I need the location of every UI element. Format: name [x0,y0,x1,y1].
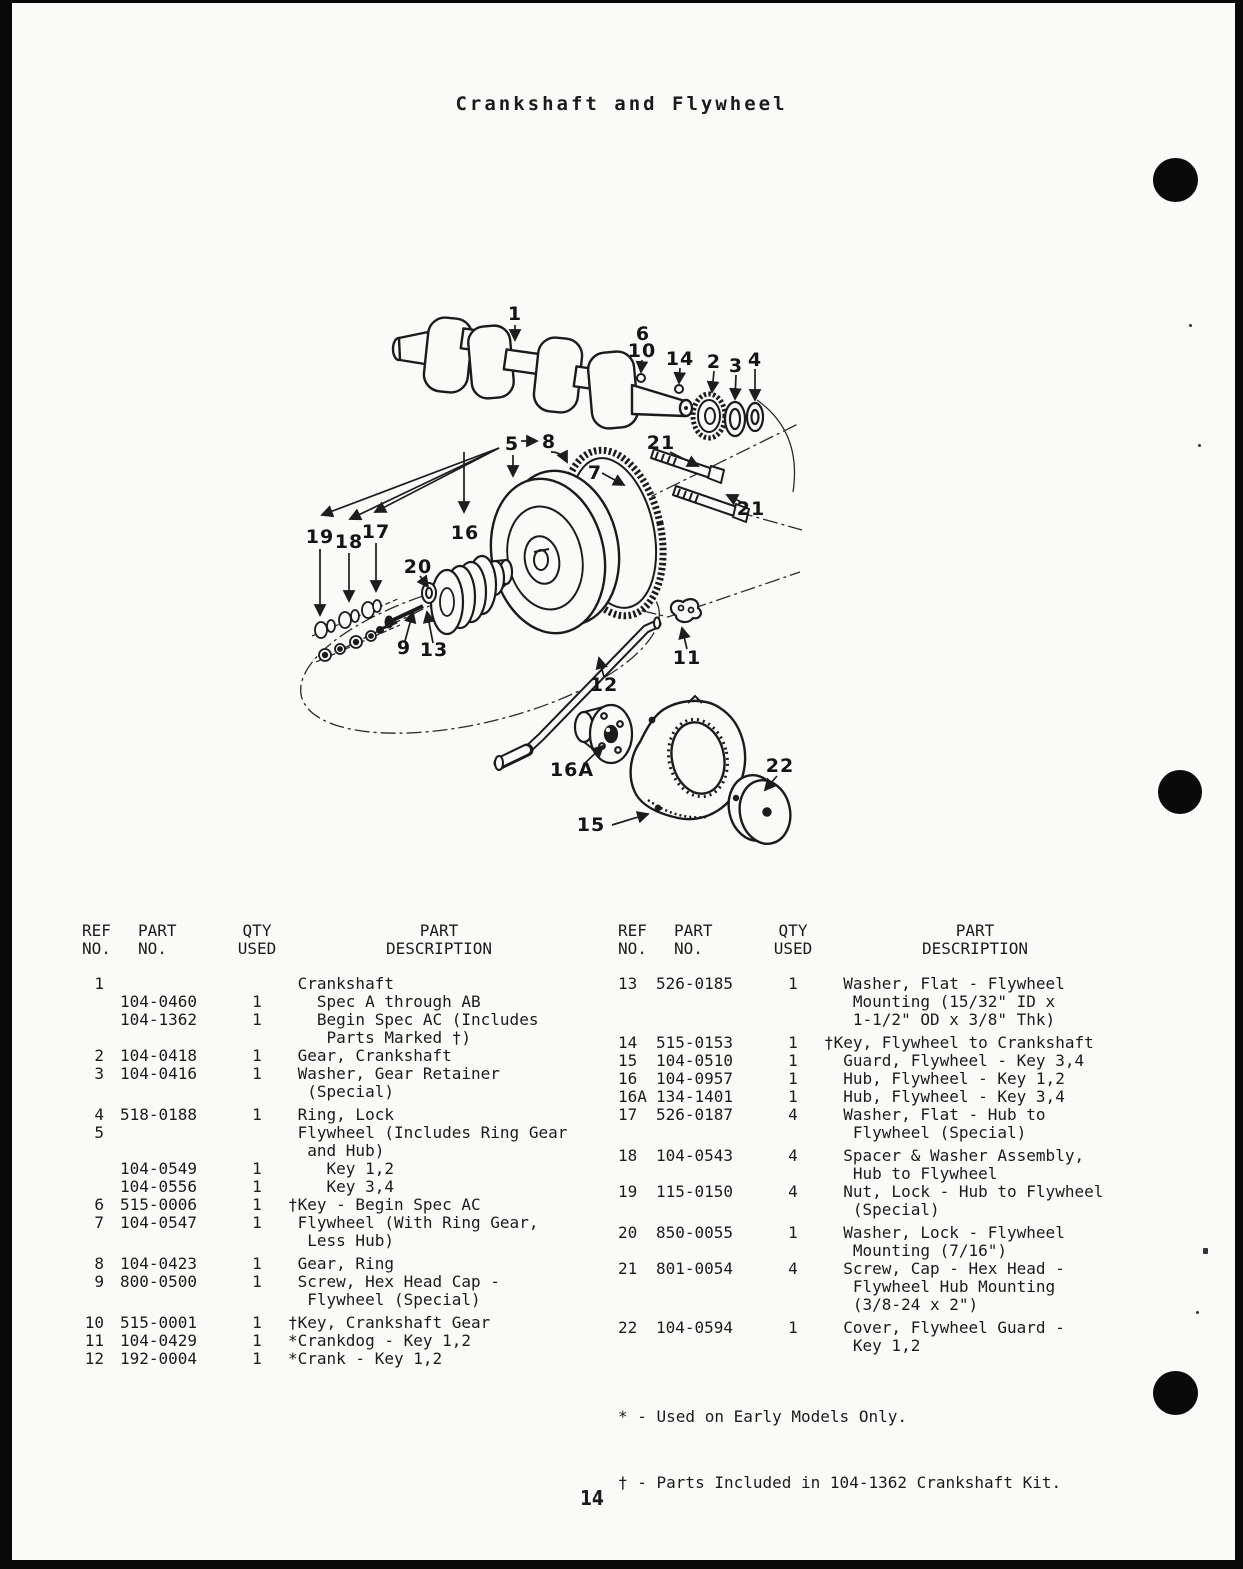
cell-part [656,1201,770,1219]
cell-qty [770,1242,816,1260]
callout-label: 18 [334,531,364,553]
fastener-chain-drawings [312,598,400,662]
cell-desc: Flywheel (Includes Ring Gear [288,1123,568,1142]
cell-part: 526-0185 [656,974,734,993]
cell-part [656,1278,770,1296]
cell-desc: †Key, Crankshaft Gear [288,1313,491,1332]
crankdog-drawing [671,599,701,622]
crank-handle-drawing [495,618,660,771]
cell-ref: 18 [618,1146,638,1165]
cell-desc: (Special) [288,1082,394,1101]
header-desc: PART [955,921,995,940]
registration-dot [1158,770,1202,814]
cell-part: 526-0187 [656,1105,734,1124]
cell-qty: 1 [252,1064,262,1083]
page-title: Crankshaft and Flywheel [455,93,788,115]
header-part-no: PART [138,921,177,940]
cell-ref [82,1178,120,1196]
table-row [618,1296,1238,1314]
cell-part: 850-0055 [656,1223,734,1242]
cell-part: 104-0543 [656,1146,734,1165]
cell-desc: †Key, Flywheel to Crankshaft [824,1033,1094,1052]
callout-label: 22 [765,755,795,777]
cell-part: 104-0547 [120,1213,198,1232]
header-qty: QTY [778,921,808,940]
cell-part: 800-0500 [120,1272,198,1291]
callout-label: 3 [728,355,744,377]
cell-ref: 22 [618,1318,638,1337]
cell-part: 134-1401 [656,1087,734,1106]
table-row [618,1106,1238,1124]
cell-ref: 5 [94,1123,104,1142]
cell-ref [618,993,656,1011]
table-row [82,1106,602,1124]
cell-part: 515-0001 [120,1313,198,1332]
cell-desc: Guard, Flywheel - Key 3,4 [824,1051,1085,1070]
cell-part [656,1242,770,1260]
cell-desc: Less Hub) [288,1231,394,1250]
cell-part: 104-0549 [120,1159,198,1178]
cell-desc: Flywheel (With Ring Gear, [288,1213,539,1232]
header-part-no: NO. [138,939,167,958]
cell-qty [770,1011,816,1029]
cell-qty: 1 [252,1010,262,1029]
table-row [618,1337,1238,1355]
cell-ref [618,1337,656,1355]
cell-qty [234,1124,280,1142]
table-row [618,1124,1238,1142]
callout-label: 2 [706,351,722,373]
table-row [82,1273,602,1291]
callout-label: 20 [403,556,433,578]
cell-desc: Spec A through AB [288,992,481,1011]
cell-ref: 17 [618,1105,638,1124]
cell-desc: Gear, Ring [288,1254,394,1273]
cell-qty: 1 [252,1313,262,1332]
table-row [82,1142,602,1160]
table-rows [82,975,602,1368]
cell-ref: 8 [94,1254,104,1273]
table-row [618,1224,1238,1242]
table-row [618,1165,1238,1183]
small-hardware-drawings [377,583,436,633]
cell-desc: Flywheel (Special) [288,1290,481,1309]
cell-ref [82,1160,120,1178]
table-row [82,1011,602,1029]
cell-qty [234,1029,280,1047]
scan-edge-left [0,0,12,1569]
table-row [82,1291,602,1309]
footnote-dagger: † - Parts Included in 104-1362 Crankshaft Kit. [618,1473,1062,1492]
cell-part [120,1232,234,1250]
cell-desc: Cover, Flywheel Guard - [824,1318,1065,1337]
cell-qty: 1 [252,1195,262,1214]
table-row [618,993,1238,1011]
cell-ref: 4 [94,1105,104,1124]
cell-part: 104-0594 [656,1318,734,1337]
callout-label: 16 [450,522,480,544]
cell-ref: 13 [618,974,638,993]
callout-label: 8 [541,431,557,453]
cell-desc: Mounting (15/32" ID x [824,992,1056,1011]
cell-ref: 7 [94,1213,104,1232]
cell-desc: Ring, Lock [288,1105,394,1124]
header-ref-no: REF [82,921,111,940]
callout-label: 10 [627,340,657,362]
callout-label: 12 [589,674,619,696]
table-row [618,1011,1238,1029]
table-row [82,1196,602,1214]
cell-qty [234,1083,280,1101]
registration-dot [1153,158,1198,202]
hub-drawing [431,556,512,634]
table-row [618,1070,1238,1088]
cell-desc: *Crankdog - Key 1,2 [288,1331,472,1350]
cell-part [656,1011,770,1029]
table-row [82,1124,602,1142]
cell-ref [618,1124,656,1142]
cell-part: 515-0006 [120,1195,198,1214]
cell-desc: Gear, Crankshaft [288,1046,452,1065]
cell-qty: 1 [252,1272,262,1291]
registration-dot [1153,1371,1198,1415]
cell-part [120,1029,234,1047]
table-row [82,1255,602,1273]
page-number: 14 [580,1486,604,1510]
cell-part: 518-0188 [120,1105,198,1124]
cell-ref: 11 [84,1331,104,1350]
cell-desc: Key 1,2 [824,1336,921,1355]
callout-label: 6 [635,323,651,345]
callout-label: 7 [587,462,603,484]
cell-ref [82,993,120,1011]
table-row [618,1034,1238,1052]
table-row [618,1088,1238,1106]
cell-part: 104-0416 [120,1064,198,1083]
cell-ref: 1 [94,974,104,993]
table-row [618,1278,1238,1296]
cell-ref: 3 [94,1064,104,1083]
cell-part: 801-0054 [656,1259,734,1278]
cell-part [120,1083,234,1101]
table-row [82,1065,602,1083]
table-row [82,1083,602,1101]
cell-ref [82,1029,120,1047]
cell-part [656,1337,770,1355]
table-row [82,1314,602,1332]
table-row [82,1350,602,1368]
cell-desc: Parts Marked †) [288,1028,472,1047]
washer-drawings [725,402,763,436]
cell-qty [770,1124,816,1142]
cell-desc: Crankshaft [288,974,394,993]
header-qty: USED [773,939,813,958]
cell-qty: 1 [252,1177,262,1196]
exploded-view-diagram [290,300,835,875]
table-row [82,1214,602,1232]
table-row [618,1201,1238,1219]
cell-ref [82,1083,120,1101]
cell-ref [618,1296,656,1314]
callout-label: 5 [504,433,520,455]
cell-part: 104-0957 [656,1069,734,1088]
cell-desc: 1-1/2" OD x 3/8" Thk) [824,1010,1056,1029]
cell-ref: 19 [618,1182,638,1201]
cell-desc: Flywheel (Special) [824,1123,1027,1142]
cell-part [656,993,770,1011]
cell-desc: Hub, Flywheel - Key 1,2 [824,1069,1065,1088]
cell-qty: 1 [788,974,798,993]
header-qty: QTY [242,921,272,940]
table-header [618,922,1238,958]
cell-qty: 1 [788,1223,798,1242]
table-row [618,1052,1238,1070]
callout-label: 4 [747,349,763,371]
cell-ref [82,1232,120,1250]
table-header [82,922,602,958]
cell-qty: 4 [788,1259,798,1278]
header-desc: DESCRIPTION [386,939,492,958]
cell-desc: Nut, Lock - Hub to Flywheel [824,1182,1104,1201]
cell-ref: 2 [94,1046,104,1065]
callout-label: 17 [361,521,391,543]
cell-ref: 12 [84,1349,104,1368]
cell-part [120,1291,234,1309]
cell-qty: 1 [788,1318,798,1337]
hub-flange-drawing [575,705,632,763]
header-ref-no: REF [618,921,647,940]
cell-desc: Flywheel Hub Mounting [824,1277,1056,1296]
cell-qty [770,1278,816,1296]
table-rows [618,975,1238,1355]
cell-ref [82,1142,120,1160]
header-qty: USED [237,939,277,958]
cell-ref [82,1291,120,1309]
crankshaft-gear-drawing [693,394,725,438]
scan-edge-bottom [0,1560,1243,1569]
cell-desc: Washer, Lock - Flywheel [824,1223,1065,1242]
cell-desc: *Crank - Key 1,2 [288,1349,443,1368]
table-row [82,975,602,993]
cell-ref [618,1011,656,1029]
cell-desc: (3/8-24 x 2") [824,1295,979,1314]
cell-qty [234,1232,280,1250]
callout-label: 16A [549,759,595,781]
table-row [82,1047,602,1065]
callout-label: 21 [646,432,676,454]
cell-qty: 1 [788,1069,798,1088]
cell-ref [618,1278,656,1296]
table-row [618,1319,1238,1337]
cell-ref: 16 [618,1069,638,1088]
callout-label: 13 [419,639,449,661]
cell-part [656,1124,770,1142]
footnote-asterisk: * - Used on Early Models Only. [618,1407,907,1426]
header-part-no: NO. [674,939,703,958]
header-desc: PART [419,921,459,940]
cell-part [656,1165,770,1183]
cell-qty: 1 [788,1051,798,1070]
cell-part: 115-0150 [656,1182,734,1201]
parts-table-left [82,922,602,1368]
table-row [82,1029,602,1047]
table-row [82,1160,602,1178]
cell-part: 104-0418 [120,1046,198,1065]
cell-qty: 1 [252,1254,262,1273]
cell-part: 104-0510 [656,1051,734,1070]
scan-speck [1198,444,1201,447]
cell-ref: 15 [618,1051,638,1070]
cell-ref: 16A [618,1087,647,1106]
cell-ref: 14 [618,1033,638,1052]
header-part-no: PART [674,921,713,940]
cell-ref: 20 [618,1223,638,1242]
cell-qty [770,1201,816,1219]
table-row [618,1183,1238,1201]
cell-qty: 1 [788,1087,798,1106]
cell-desc: Key 1,2 [288,1159,394,1178]
cell-ref: 9 [94,1272,104,1291]
cell-ref: 6 [94,1195,104,1214]
cell-desc: Washer, Flat - Flywheel [824,974,1065,993]
cell-part [120,1142,234,1160]
cell-qty: 1 [252,992,262,1011]
cell-qty [770,1296,816,1314]
callout-label: 1 [507,303,523,325]
cell-desc: Hub, Flywheel - Key 3,4 [824,1087,1065,1106]
cell-qty: 1 [252,1213,262,1232]
cell-qty [234,975,280,993]
cell-ref [618,1201,656,1219]
cell-part: 104-0429 [120,1331,198,1350]
cell-qty: 1 [252,1105,262,1124]
parts-table-right [618,922,1238,1355]
cell-qty [770,1165,816,1183]
cell-desc: Washer, Flat - Hub to [824,1105,1046,1124]
cell-ref: 10 [84,1313,104,1332]
table-row [82,993,602,1011]
cell-ref: 21 [618,1259,638,1278]
cell-part: 104-1362 [120,1010,198,1029]
callout-label: 11 [672,647,702,669]
cell-desc: and Hub) [288,1141,385,1160]
cell-qty: 4 [788,1105,798,1124]
bolt-drawings [651,449,749,522]
table-row [82,1332,602,1350]
cell-part [120,975,234,993]
cell-qty [770,993,816,1011]
callout-label: 14 [665,348,695,370]
table-row [82,1232,602,1250]
cell-desc: †Key - Begin Spec AC [288,1195,481,1214]
scan-speck [1189,324,1192,327]
cell-qty [234,1291,280,1309]
cell-part: 104-0423 [120,1254,198,1273]
cell-part: 104-0556 [120,1177,198,1196]
cell-qty [770,1337,816,1355]
cell-desc: Mounting (7/16") [824,1241,1008,1260]
cell-ref [618,1242,656,1260]
cell-qty: 4 [788,1146,798,1165]
cell-qty: 1 [252,1159,262,1178]
header-ref-no: NO. [82,939,111,958]
cell-desc: Begin Spec AC (Includes [288,1010,539,1029]
table-row [618,975,1238,993]
table-row [618,1147,1238,1165]
cell-desc: (Special) [824,1200,940,1219]
cell-ref [82,1011,120,1029]
cell-qty: 1 [252,1331,262,1350]
table-row [618,1242,1238,1260]
header-ref-no: NO. [618,939,647,958]
callout-label: 9 [396,637,412,659]
cell-qty: 1 [252,1046,262,1065]
table-row [82,1178,602,1196]
cell-desc: Washer, Gear Retainer [288,1064,500,1083]
cell-part [120,1124,234,1142]
cell-qty [234,1142,280,1160]
footnotes [618,1362,1061,1516]
cell-qty: 4 [788,1182,798,1201]
callout-label: 19 [305,526,335,548]
cell-part: 515-0153 [656,1033,734,1052]
cell-desc: Key 3,4 [288,1177,394,1196]
cell-desc: Screw, Cap - Hex Head - [824,1259,1065,1278]
callout-label: 15 [576,814,606,836]
cell-desc: Hub to Flywheel [824,1164,998,1183]
scan-edge-top [0,0,1243,3]
cell-part: 192-0004 [120,1349,198,1368]
cell-qty: 1 [252,1349,262,1368]
header-desc: DESCRIPTION [922,939,1028,958]
cell-desc: Spacer & Washer Assembly, [824,1146,1085,1165]
cell-desc: Screw, Hex Head Cap - [288,1272,500,1291]
callout-label: 21 [736,498,766,520]
cell-ref [618,1165,656,1183]
table-row [618,1260,1238,1278]
cell-part [656,1296,770,1314]
cell-qty: 1 [788,1033,798,1052]
cell-part: 104-0460 [120,992,198,1011]
